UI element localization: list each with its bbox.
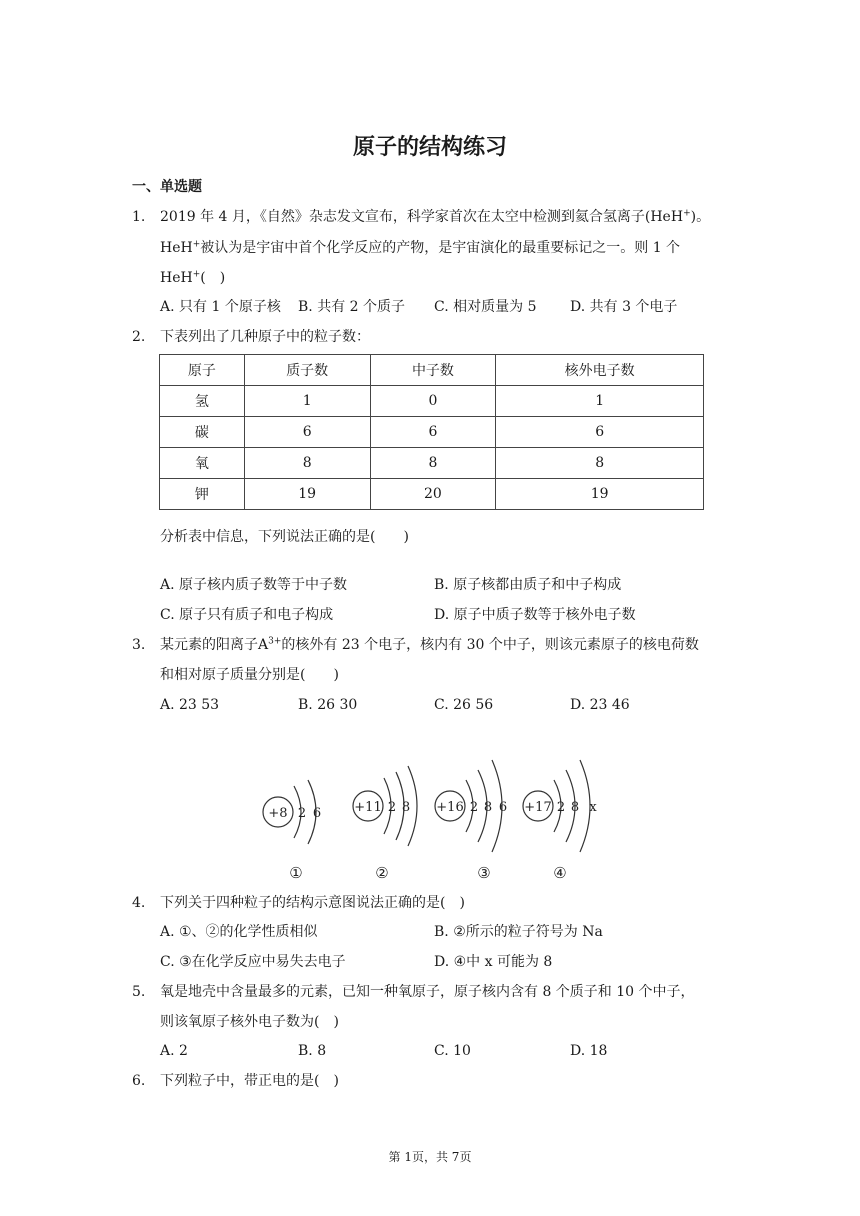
q1-option-c[interactable]: C. 相对质量为 5 <box>434 299 537 315</box>
table-row <box>160 479 704 510</box>
q3-line2: 和相对原子质量分别是( ) <box>160 667 339 683</box>
shell-electron-count: 2 <box>387 800 397 815</box>
q1-line1: 2019 年 4 月，《自然》杂志发文宣布，科学家首次在太空中检测到氦合氢离子(HeH+)。 <box>160 208 711 225</box>
q4-option-c[interactable]: C. ③在化学反应中易失去电子 <box>160 954 346 970</box>
q3-option-c[interactable]: C. 26 56 <box>434 697 494 713</box>
atomic-structure-diagrams <box>250 750 610 890</box>
q2-number: 2. <box>132 329 146 345</box>
table-cell: 0 <box>370 386 496 417</box>
nucleus-charge: +16 <box>436 800 464 815</box>
table-cell: 1 <box>496 386 704 417</box>
q4-option-d[interactable]: D. ④中 x 可能为 8 <box>434 954 553 970</box>
page-footer: 第 1页，共 7页 <box>388 1150 472 1164</box>
table-cell: 6 <box>370 417 496 448</box>
table-header-row <box>160 355 704 386</box>
q5-number: 5. <box>132 984 146 1000</box>
table-cell: 8 <box>370 448 496 479</box>
q4-option-b[interactable]: B. ②所示的粒子符号为 Na <box>434 924 603 940</box>
q1-option-b[interactable]: B. 共有 2 个质子 <box>298 299 405 315</box>
table-row <box>160 448 704 479</box>
q4-option-a[interactable]: A. ①、②的化学性质相似 <box>160 924 318 940</box>
nucleus-charge: +8 <box>268 806 288 821</box>
table-cell: 1 <box>244 386 370 417</box>
table-cell: 20 <box>370 479 496 510</box>
q2-option-a[interactable]: A. 原子核内质子数等于中子数 <box>160 577 348 593</box>
table-cell: 6 <box>496 417 704 448</box>
page-title: 原子的结构练习 <box>352 135 507 160</box>
table-cell: 8 <box>496 448 704 479</box>
q2-option-c[interactable]: C. 原子只有质子和电子构成 <box>160 607 334 623</box>
q2-option-b[interactable]: B. 原子核都由质子和中子构成 <box>434 577 622 593</box>
table-header: 核外电子数 <box>496 355 704 386</box>
table-cell: 碳 <box>160 417 245 448</box>
table-row <box>160 417 704 448</box>
shell-electron-count: 6 <box>312 806 322 821</box>
shell-electron-count: 8 <box>483 800 493 815</box>
table-cell: 19 <box>244 479 370 510</box>
q5-option-c[interactable]: C. 10 <box>434 1043 471 1059</box>
particle-label: ① <box>289 864 303 882</box>
table-cell: 8 <box>244 448 370 479</box>
q5-line2: 则该氧原子核外电子数为( ) <box>160 1014 339 1030</box>
table-cell: 氢 <box>160 386 245 417</box>
table-header: 原子 <box>160 355 245 386</box>
q2-stem: 下表列出了几种原子中的粒子数： <box>160 329 370 345</box>
shell-electron-count: 6 <box>498 800 508 815</box>
shell-electron-count: x <box>589 800 597 815</box>
q5-option-b[interactable]: B. 8 <box>298 1043 327 1059</box>
table-cell: 19 <box>496 479 704 510</box>
q6-stem: 下列粒子中，带正电的是( ) <box>160 1073 339 1089</box>
q5-option-a[interactable]: A. 2 <box>160 1043 188 1059</box>
atom-table <box>159 354 704 510</box>
table-header: 质子数 <box>244 355 370 386</box>
q2-option-d[interactable]: D. 原子中质子数等于核外电子数 <box>434 607 636 623</box>
nucleus-charge: +11 <box>354 800 382 815</box>
q1-number: 1. <box>132 209 146 225</box>
table-cell: 氧 <box>160 448 245 479</box>
particle-label: ③ <box>477 864 491 882</box>
q4-number: 4. <box>132 895 146 911</box>
particle-label: ④ <box>553 864 567 882</box>
q1-line2: HeH+被认为是宇宙中首个化学反应的产物，是宇宙演化的最重要标记之一。则 1 个 <box>160 239 681 256</box>
shell-electron-count: 2 <box>297 806 307 821</box>
q4-stem: 下列关于四种粒子的结构示意图说法正确的是( ) <box>160 895 465 911</box>
q3-line1: 某元素的阳离子$A^{3+}$的核外有 23 个电子，核内有 30 个中子，则该元素原子的核电荷数 <box>160 636 699 653</box>
q3-option-d[interactable]: D. 23 46 <box>570 697 630 713</box>
shell-electron-count: 8 <box>401 800 411 815</box>
q6-number: 6. <box>132 1073 146 1089</box>
q5-option-d[interactable]: D. 18 <box>570 1043 608 1059</box>
q1-option-d[interactable]: D. 共有 3 个电子 <box>570 299 678 315</box>
table-row <box>160 386 704 417</box>
shell-electron-count: 2 <box>556 800 566 815</box>
q3-option-a[interactable]: A. 23 53 <box>160 697 220 713</box>
table-cell: 钾 <box>160 479 245 510</box>
q5-line1: 氧是地壳中含量最多的元素，已知一种氧原子，原子核内含有 8 个质子和 10 个中子， <box>160 984 695 1000</box>
section-heading: 一、单选题 <box>132 179 202 195</box>
nucleus-charge: +17 <box>524 800 552 815</box>
table-cell: 6 <box>244 417 370 448</box>
q3-number: 3. <box>132 637 146 653</box>
q3-option-b[interactable]: B. 26 30 <box>298 697 358 713</box>
shell-electron-count: 8 <box>570 800 580 815</box>
q1-option-a[interactable]: A. 只有 1 个原子核 <box>160 299 281 315</box>
q1-line3: HeH+( ) <box>160 269 226 286</box>
table-header: 中子数 <box>370 355 496 386</box>
q2-prompt: 分析表中信息，下列说法正确的是( ) <box>160 529 409 545</box>
particle-label: ② <box>375 864 389 882</box>
shell-electron-count: 2 <box>469 800 479 815</box>
